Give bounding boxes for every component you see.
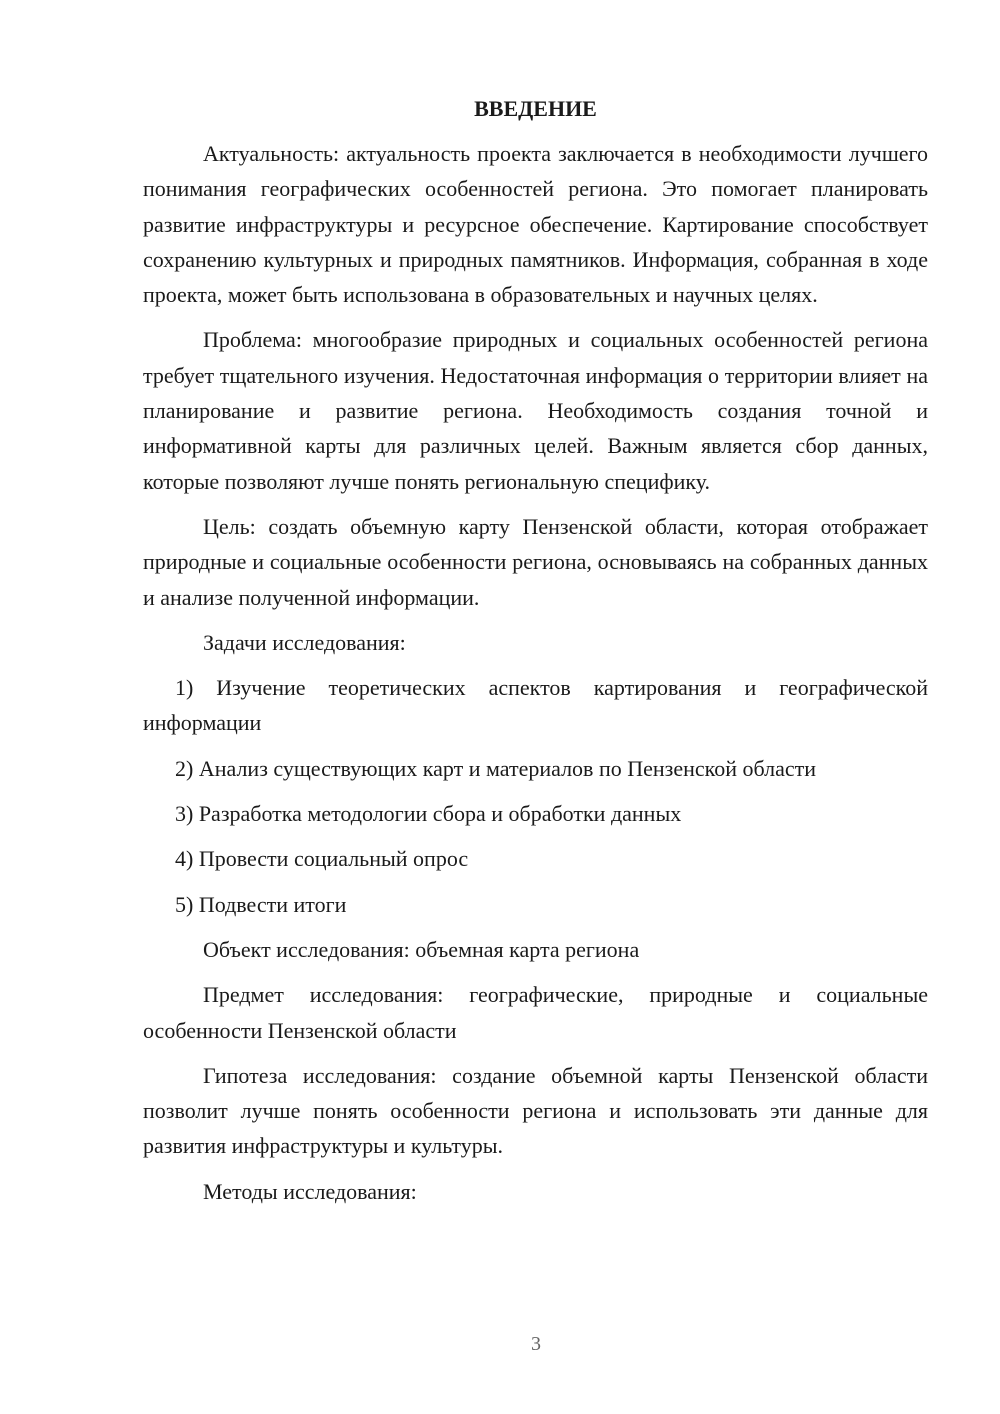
task-item: 2) Анализ существующих карт и материалов по Пензенской области (175, 755, 817, 781)
relevance-paragraph: Актуальность: актуальность проекта заключается в необходимости лучшего понимания географических особенностей региона. Это помогает планировать развитие инфраструктуры и ресурсное обеспечение. Картирование способствует сохранению культурных и природных памятников. Информация, собранная в ходе проекта, может быть использована в образовательных и научных целях. (143, 141, 928, 308)
page-number: 3 (531, 1333, 541, 1355)
task-item: 5) Подвести итоги (175, 891, 347, 917)
task-item: 4) Провести социальный опрос (175, 846, 469, 872)
task-item: 3) Разработка методологии сбора и обработки данных (175, 801, 682, 827)
document-page (143, 90, 928, 1219)
hypothesis-paragraph: Гипотеза исследования: создание объемной карты Пензенской области позволит лучше понять особенности региона и использовать эти данные для развития инфраструктуры и культуры. (143, 1062, 928, 1159)
subject-paragraph: Предмет исследования: географические, природные и социальные особенности Пензенской области (143, 982, 928, 1043)
section-heading: ВВЕДЕНИЕ (474, 96, 597, 121)
object-paragraph: Объект исследования: объемная карта региона (203, 936, 640, 962)
methods-title: Методы исследования: (203, 1178, 417, 1204)
problem-paragraph: Проблема: многообразие природных и социальных особенностей региона требует тщательного изучения. Недостаточная информация о территории влияет на планирование и развитие региона. Необходимость создания точной и информативной карты для различных целей. Важным является сбор данных, которые позволяют лучше понять региональную специфику. (143, 327, 928, 494)
goal-paragraph: Цель: создать объемную карту Пензенской области, которая отображает природные и социальные особенности региона, основываясь на собранных данных и анализе полученной информации. (143, 513, 928, 610)
tasks-title: Задачи исследования: (203, 629, 406, 655)
task-item: 1) Изучение теоретических аспектов картирования и географической информации (143, 675, 928, 736)
